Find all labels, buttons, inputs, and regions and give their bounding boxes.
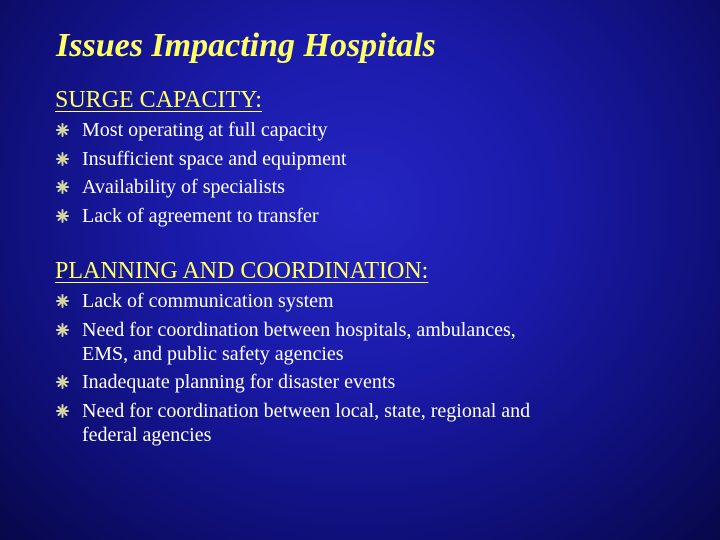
starburst-bullet-icon — [56, 123, 69, 137]
bullet-text: Most operating at full capacity — [82, 119, 328, 141]
bullet-text: Need for coordination between local, state, regional and federal agencies — [82, 400, 531, 447]
bullet-text: Lack of communication system — [82, 290, 334, 312]
section-heading-planning-coordination: PLANNING AND COORDINATION: — [55, 258, 429, 284]
bullet-text: Need for coordination between hospitals, ambulances, EMS, and public safety agencies — [82, 318, 516, 365]
bullet-item — [56, 204, 656, 228]
bullet-text: Availability of specialists — [82, 176, 285, 199]
bullet-item — [56, 289, 656, 313]
starburst-bullet-icon — [56, 404, 69, 418]
bullet-item — [56, 399, 656, 447]
starburst-bullet-icon — [56, 209, 69, 223]
bullet-item — [56, 175, 656, 199]
starburst-bullet-icon — [56, 180, 69, 194]
starburst-bullet-icon — [56, 294, 69, 308]
bullet-text: Insufficient space and equipment — [82, 147, 347, 170]
starburst-bullet-icon — [56, 323, 69, 337]
bullet-item — [56, 118, 656, 142]
bullet-item — [56, 147, 656, 171]
starburst-bullet-icon — [56, 152, 69, 166]
slide-title: Issues Impacting Hospitals — [56, 27, 436, 64]
bullet-text: Inadequate planning for disaster events — [82, 371, 396, 394]
bullet-text: Lack of agreement to transfer — [82, 205, 319, 228]
section-heading-surge-capacity: SURGE CAPACITY: — [55, 87, 262, 113]
bullet-list-surge-capacity — [56, 118, 656, 233]
bullet-item — [56, 318, 656, 366]
starburst-bullet-icon — [56, 375, 69, 389]
bullet-item — [56, 370, 656, 394]
bullet-list-planning-coordination — [56, 289, 656, 452]
